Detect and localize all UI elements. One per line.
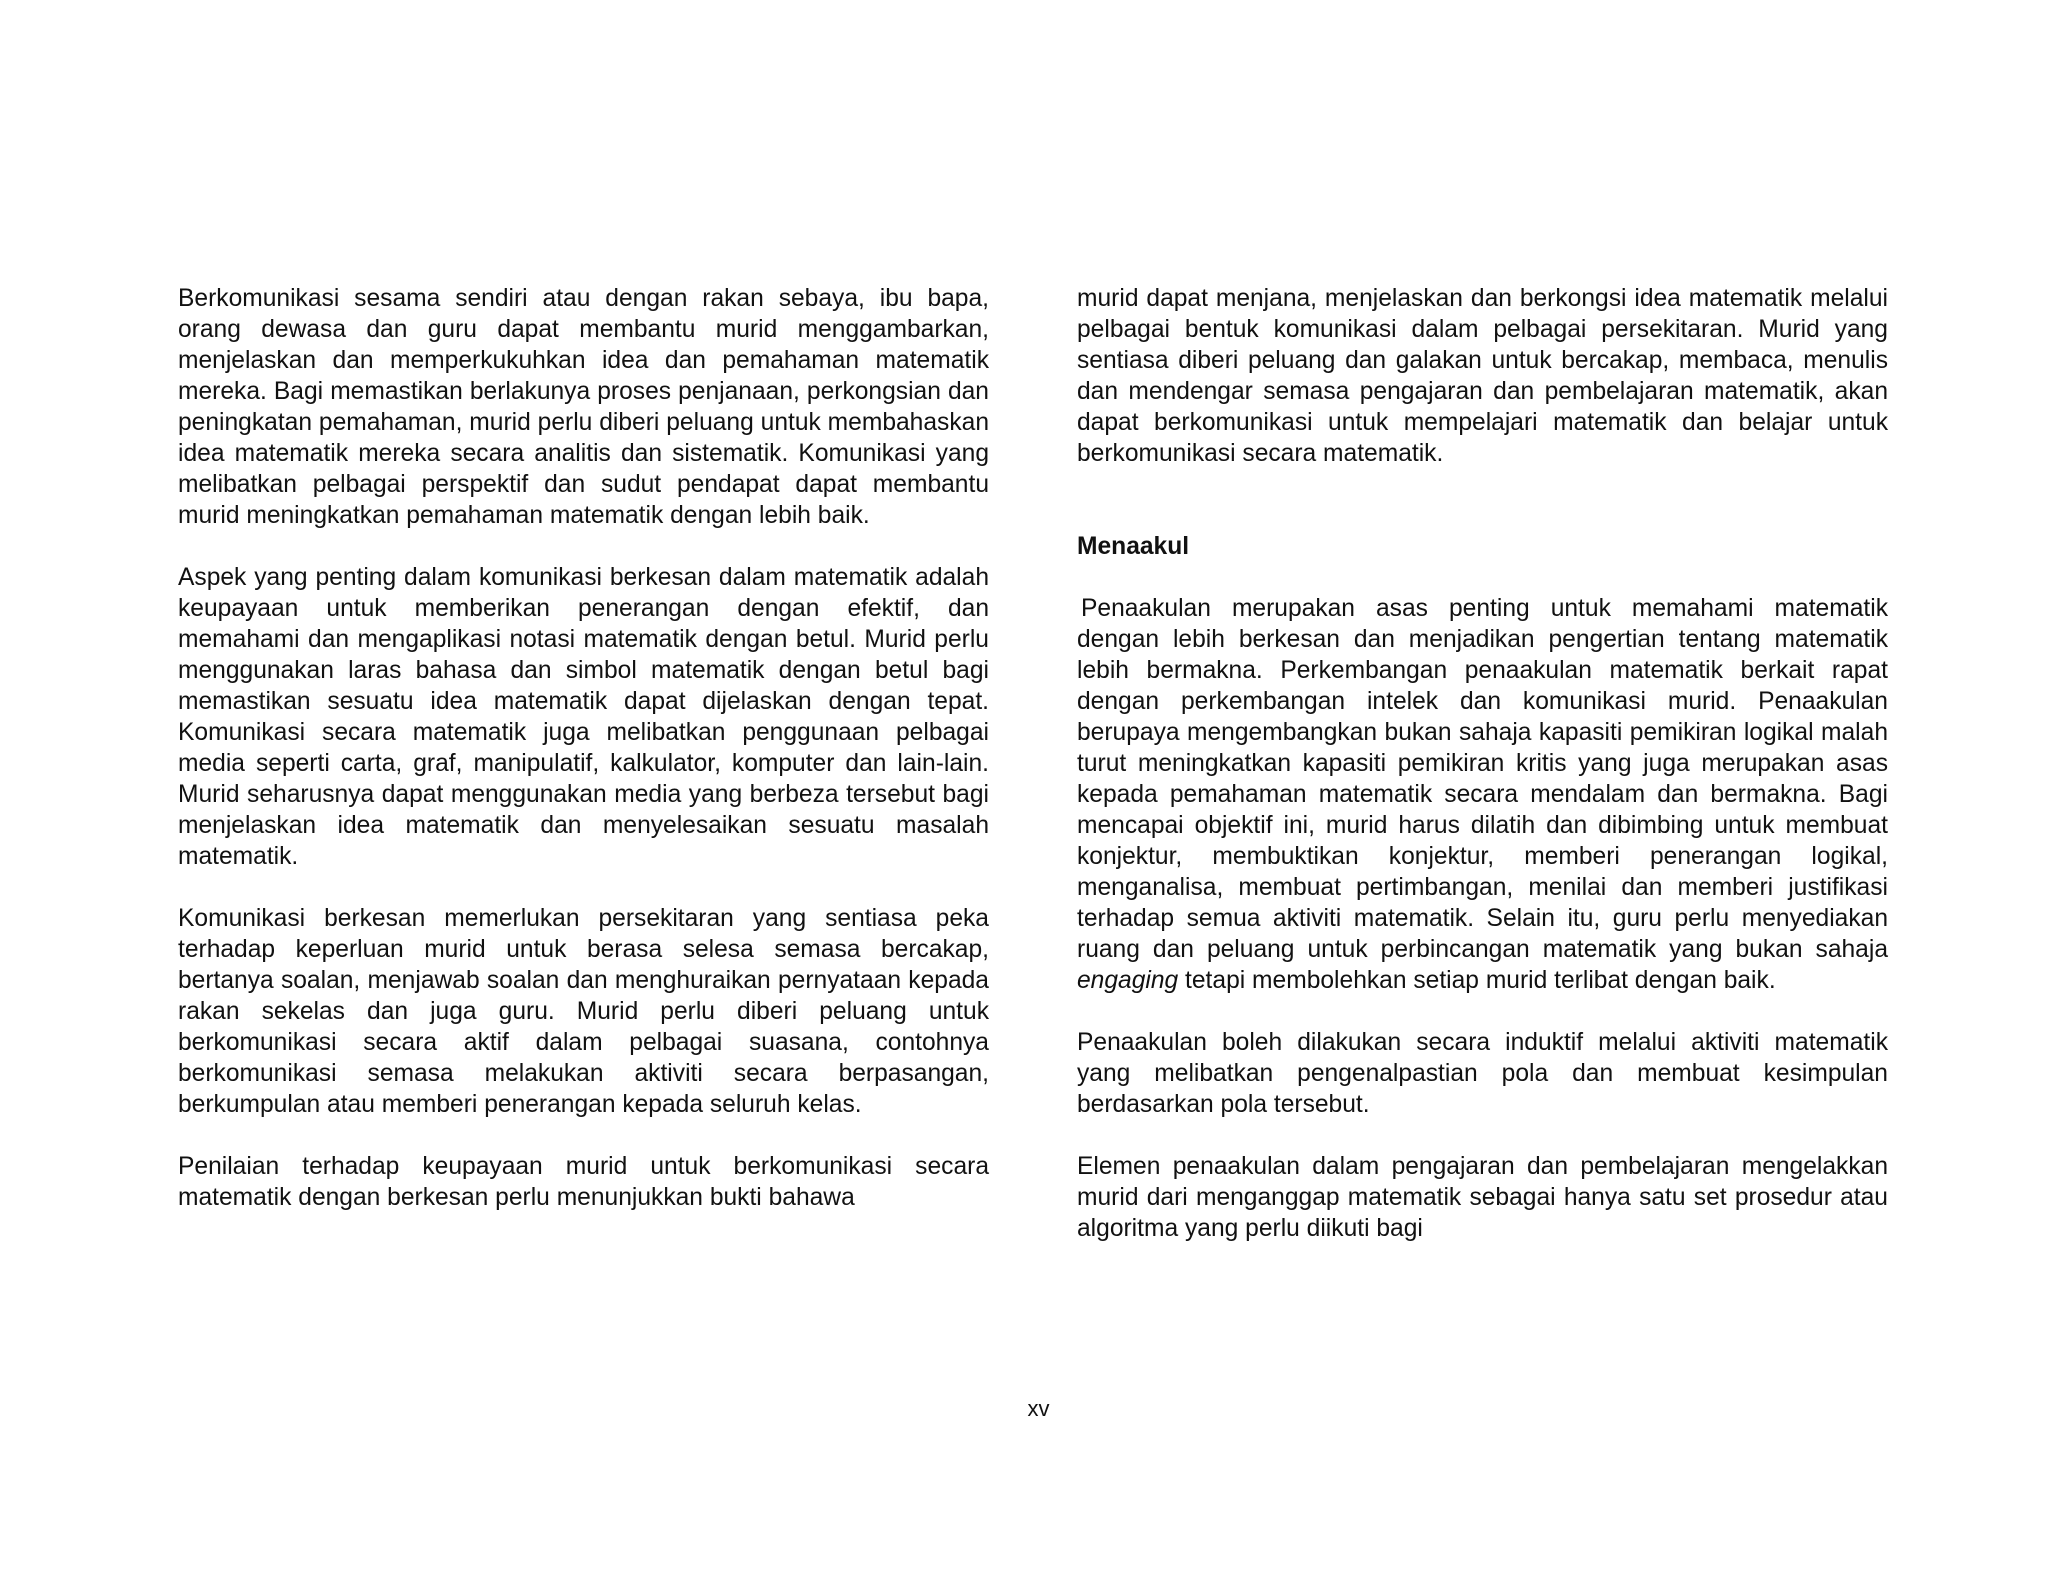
paragraph-reasoning-tail: tetapi membolehkan setiap murid terlibat dengan baik. — [1178, 967, 1776, 994]
page-number: xv — [1027, 1396, 1050, 1421]
paragraph-reasoning-importance — [1077, 593, 1888, 996]
paragraph-communication-assessment: Penilaian terhadap keupayaan murid untuk berkomunikasi secara matematik dengan berkesan perlu menunjukkan bukti bahawa — [178, 1153, 989, 1211]
paragraph-reasoning-text: Penaakulan merupakan asas penting untuk memahami matematik dengan lebih berkesan dan menjadikan pengertian tentang matematik lebih bermakna. Perkembangan penaakulan matematik berkait rapat dengan perkembangan intelek dan komunikasi murid. Penaakulan berupaya mengembangkan bukan sahaja kapasiti pemikiran logikal malah turut meningkatkan kapasiti pemikiran kritis yang juga merupakan asas kepada pemahaman matematik secara mendalam dan bermakna. Bagi mencapai objektif ini, murid harus dilatih dan dibimbing untuk membuat konjektur, membuktikan konjektur, memberi penerangan logikal, menganalisa, membuat pertimbangan, menilai dan memberi justifikasi terhadap semua aktiviti matematik. Selain itu, guru perlu menyediakan ruang dan peluang untuk perbincangan matematik yang bukan sahaja — [1077, 595, 1888, 963]
paragraph-reasoning-elements: Elemen penaakulan dalam pengajaran dan pembelajaran mengelakkan murid dari menganggap matematik sebagai hanya satu set prosedur atau algoritma yang perlu diikuti bagi — [1077, 1153, 1888, 1242]
section-heading-menaakul: Menaakul — [1077, 533, 1190, 560]
paragraph-reasoning-inductive: Penaakulan boleh dilakukan secara induktif melalui aktiviti matematik yang melibatkan pengenalpastian pola dan membuat kesimpulan berdasarkan pola tersebut. — [1077, 1029, 1888, 1118]
paragraph-communication-aspects: Aspek yang penting dalam komunikasi berkesan dalam matematik adalah keupayaan untuk memberikan penerangan dengan efektif, dan memahami dan mengaplikasi notasi matematik dengan betul. Murid perlu menggunakan laras bahasa dan simbol matematik dengan betul bagi memastikan sesuatu idea matematik dapat dijelaskan dengan tepat. Komunikasi secara matematik juga melibatkan penggunaan pelbagai media seperti carta, graf, manipulatif, kalkulator, komputer dan lain-lain. Murid seharusnya dapat menggunakan media yang berbeza tersebut bagi menjelaskan idea matematik dan menyelesaikan sesuatu masalah matematik. — [178, 564, 989, 870]
paragraph-communication-continued: murid dapat menjana, menjelaskan dan berkongsi idea matematik melalui pelbagai bentuk komunikasi dalam pelbagai persekitaran. Murid yang sentiasa diberi peluang dan galakan untuk bercakap, membaca, menulis dan mendengar semasa pengajaran dan pembelajaran matematik, akan dapat berkomunikasi untuk mempelajari matematik dan belajar untuk berkomunikasi secara matematik. — [1077, 285, 1888, 467]
paragraph-communication-peers: Berkomunikasi sesama sendiri atau dengan rakan sebaya, ibu bapa, orang dewasa dan guru dapat membantu murid menggambarkan, menjelaskan dan memperkukuhkan idea dan pemahaman matematik mereka. Bagi memastikan berlakunya proses penjanaan, perkongsian dan peningkatan pemahaman, murid perlu diberi peluang untuk membahaskan idea matematik mereka secara analitis dan sistematik. Komunikasi yang melibatkan pelbagai perspektif dan sudut pendapat dapat membantu murid meningkatkan pemahaman matematik dengan lebih baik. — [178, 285, 989, 529]
right-column — [1077, 283, 1888, 1244]
paragraph-communication-environment: Komunikasi berkesan memerlukan persekitaran yang sentiasa peka terhadap keperluan murid untuk berasa selesa semasa bercakap, bertanya soalan, menjawab soalan dan menghuraikan pernyataan kepada rakan sekelas dan juga guru. Murid perlu diberi peluang untuk berkomunikasi secara aktif dalam pelbagai suasana, contohnya berkomunikasi semasa melakukan aktiviti secara berpasangan, berkumpulan atau memberi penerangan kepada seluruh kelas. — [178, 905, 989, 1118]
left-column — [178, 283, 989, 1213]
italic-term-engaging: engaging — [1077, 967, 1179, 994]
